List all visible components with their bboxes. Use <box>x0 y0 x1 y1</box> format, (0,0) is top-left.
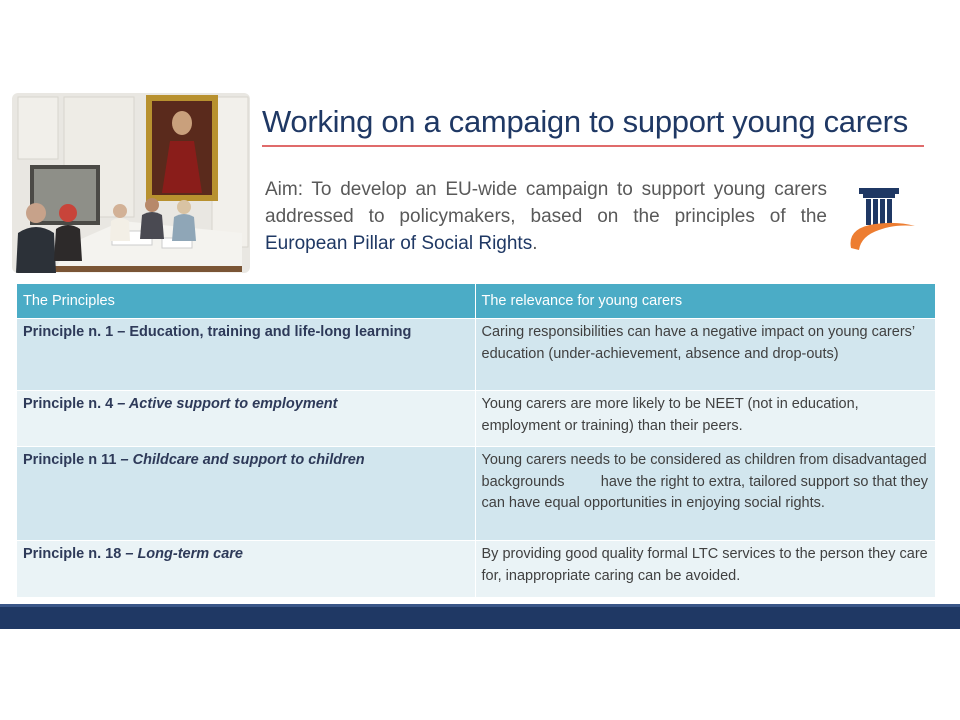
principle-number: Principle n. 4 <box>23 396 114 412</box>
table-row <box>17 447 935 541</box>
principle-name: – Long-term care <box>121 546 243 562</box>
aim-paragraph <box>265 176 827 257</box>
table-row <box>17 319 935 391</box>
table-header-row <box>17 284 935 319</box>
pillar-column-icon <box>845 184 917 254</box>
principle-number: Principle n. 1 <box>23 324 114 340</box>
pillar-link-text: European Pillar of Social Rights <box>265 233 533 254</box>
footer-bar <box>0 604 960 629</box>
slide-title: Working on a campaign to support young carers <box>262 104 908 139</box>
table-row <box>17 541 935 597</box>
relevance-cell: Young carers are more likely to be NEET (not in education, employment or training) than their peers. <box>475 391 935 447</box>
principle-cell <box>17 541 475 597</box>
header-principles: The Principles <box>17 284 475 319</box>
principle-cell <box>17 447 475 541</box>
principle-cell <box>17 391 475 447</box>
aim-suffix: . <box>532 233 538 254</box>
relevance-cell: By providing good quality formal LTC services to the person they care for, inappropriate caring can be avoided. <box>475 541 935 597</box>
title-divider <box>262 145 924 147</box>
meeting-photo-illustration <box>12 93 250 273</box>
principle-number: Principle n. 18 <box>23 546 122 562</box>
table-row <box>17 391 935 447</box>
aim-text: Aim: To develop an EU-wide campaign to support young carers addressed to policymakers, based on the principles of the <box>265 179 827 227</box>
meeting-room-photo <box>12 93 250 273</box>
principle-cell <box>17 319 475 391</box>
principle-name: – Active support to employment <box>113 396 338 412</box>
principle-name: – Education, training and life-long learning <box>113 324 412 340</box>
relevance-cell: Young carers needs to be considered as children from disadvantaged backgrounds have the right to extra, tailored support so that they can have equal opportunities in enjoying social rights. <box>475 447 935 541</box>
principles-table <box>17 284 936 597</box>
principle-number: Principle n 11 <box>23 452 117 468</box>
principle-name: – Childcare and support to children <box>116 452 365 468</box>
relevance-cell: Caring responsibilities can have a negative impact on young carers’ education (under-achievement, absence and drop-outs) <box>475 319 935 391</box>
header-relevance: The relevance for young carers <box>475 284 935 319</box>
